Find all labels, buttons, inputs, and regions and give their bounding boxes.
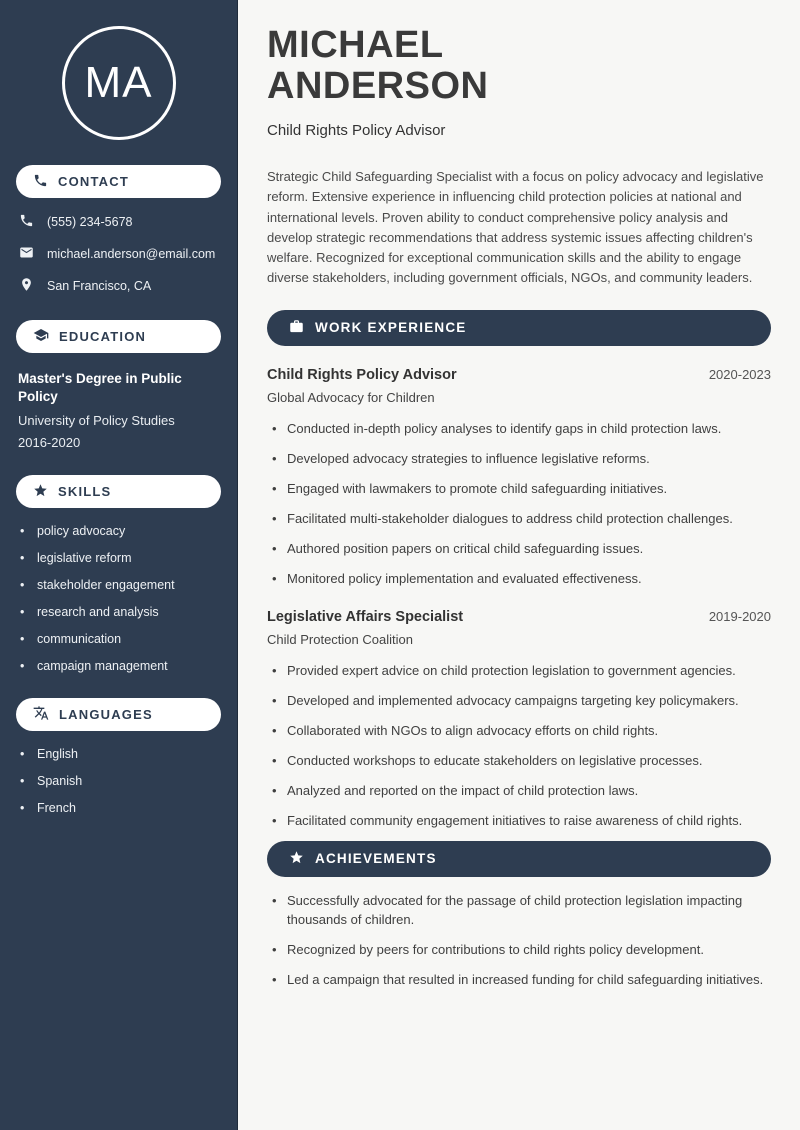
work-experience-section-label: WORK EXPERIENCE [315, 320, 467, 336]
avatar-initials: MA [84, 58, 153, 107]
job-header [267, 609, 771, 625]
job-bullet: • Collaborated with NGOs to align advocacy efforts on child rights. [271, 721, 771, 740]
skill-item: • communication [20, 632, 221, 646]
job-bullet-list [267, 419, 771, 588]
phone-icon [33, 173, 48, 191]
achievement-bullet: • Recognized by peers for contributions to child rights policy development. [271, 940, 771, 959]
translate-icon [33, 705, 49, 724]
job-bullet: • Monitored policy implementation and evaluated effectiveness. [271, 569, 771, 588]
contact-phone [16, 213, 221, 231]
job-bullet: • Conducted in-depth policy analyses to identify gaps in child protection laws. [271, 419, 771, 438]
languages-list [16, 747, 221, 815]
job-company: Global Advocacy for Children [267, 389, 435, 405]
name-last: ANDERSON [267, 65, 489, 107]
skill-item: • policy advocacy [20, 524, 221, 538]
briefcase-icon [289, 319, 304, 337]
job-bullet-list [267, 661, 771, 830]
education-section-header [16, 320, 221, 353]
skills-section-header [16, 475, 221, 508]
job-title: Legislative Affairs Specialist [267, 608, 464, 625]
contact-phone-value: (555) 234-5678 [47, 215, 133, 229]
job-title: Child Rights Policy Advisor [267, 366, 457, 383]
achievement-bullet: • Led a campaign that resulted in increased funding for child safeguarding initiatives. [271, 970, 771, 989]
languages-section-label: LANGUAGES [59, 707, 153, 723]
job-bullet: • Engaged with lawmakers to promote child safeguarding initiatives. [271, 479, 771, 498]
job-bullet: • Facilitated multi-stakeholder dialogues to address child protection challenges. [271, 509, 771, 528]
contact-email [16, 245, 221, 263]
job-bullet: • Authored position papers on critical child safeguarding issues. [271, 539, 771, 558]
contact-section-header [16, 165, 221, 198]
job-bullet: • Developed advocacy strategies to influence legislative reforms. [271, 449, 771, 468]
graduation-cap-icon [33, 327, 49, 346]
job-bullet: • Provided expert advice on child protection legislation to government agencies. [271, 661, 771, 680]
main-content [238, 0, 800, 1130]
contact-section-label: CONTACT [58, 174, 129, 189]
job-header [267, 367, 771, 383]
sidebar [0, 0, 238, 1130]
achievements-section-label: ACHIEVEMENTS [315, 851, 437, 867]
job-dates: 2020-2023 [708, 366, 771, 382]
star-icon [33, 483, 48, 501]
skill-item: • stakeholder engagement [20, 578, 221, 592]
language-item: • Spanish [20, 774, 221, 788]
language-item: • French [20, 801, 221, 815]
achievements-list [267, 891, 771, 989]
job-bullet: • Facilitated community engagement initiatives to raise awareness of child rights. [271, 811, 771, 830]
professional-title: Child Rights Policy Advisor [267, 122, 446, 139]
achievement-bullet: • Successfully advocated for the passage of child protection legislation impacting thousands of children. [271, 891, 771, 929]
email-icon [19, 245, 34, 263]
education-entry [16, 370, 221, 450]
star-icon [289, 850, 304, 868]
location-pin-icon [19, 277, 34, 295]
name-first: MICHAEL [267, 24, 444, 66]
skill-item: • campaign management [20, 659, 221, 673]
languages-section-header [16, 698, 221, 731]
job-bullet: • Conducted workshops to educate stakeholders on legislative processes. [271, 751, 771, 770]
education-section-label: EDUCATION [59, 329, 147, 344]
language-item: • English [20, 747, 221, 761]
avatar [62, 26, 176, 140]
job-bullet: • Analyzed and reported on the impact of child protection laws. [271, 781, 771, 800]
page-title [267, 25, 771, 107]
work-experience-section-header [267, 310, 771, 346]
job-bullet: • Developed and implemented advocacy campaigns targeting key policymakers. [271, 691, 771, 710]
job-dates: 2019-2020 [708, 608, 771, 624]
skills-list [16, 524, 221, 673]
skills-section-label: SKILLS [58, 484, 112, 500]
job-company: Child Protection Coalition [267, 631, 413, 647]
education-school: University of Policy Studies [18, 413, 175, 429]
contact-location-value: San Francisco, CA [47, 279, 152, 293]
education-years: 2016-2020 [18, 435, 81, 451]
skill-item: • research and analysis [20, 605, 221, 619]
contact-location [16, 277, 221, 295]
skill-item: • legislative reform [20, 551, 221, 565]
phone-icon [19, 213, 34, 231]
education-degree: Master's Degree in Public Policy [18, 371, 182, 404]
contact-email-value: michael.anderson@email.com [47, 247, 216, 261]
contact-list [16, 213, 221, 295]
professional-summary: Strategic Child Safeguarding Specialist with a focus on policy advocacy and legislative reform. Extensive experience in influencing child protection policies at national and international levels. Proven ability to conduct comprehensive policy analysis and develop strategic recommendations that address systemic issues affecting children's welfare. Recognized for exceptional communication skills and the ability to engage diverse stakeholders, including government officials, NGOs, and community leaders. [267, 169, 764, 286]
achievements-section-header [267, 841, 771, 877]
